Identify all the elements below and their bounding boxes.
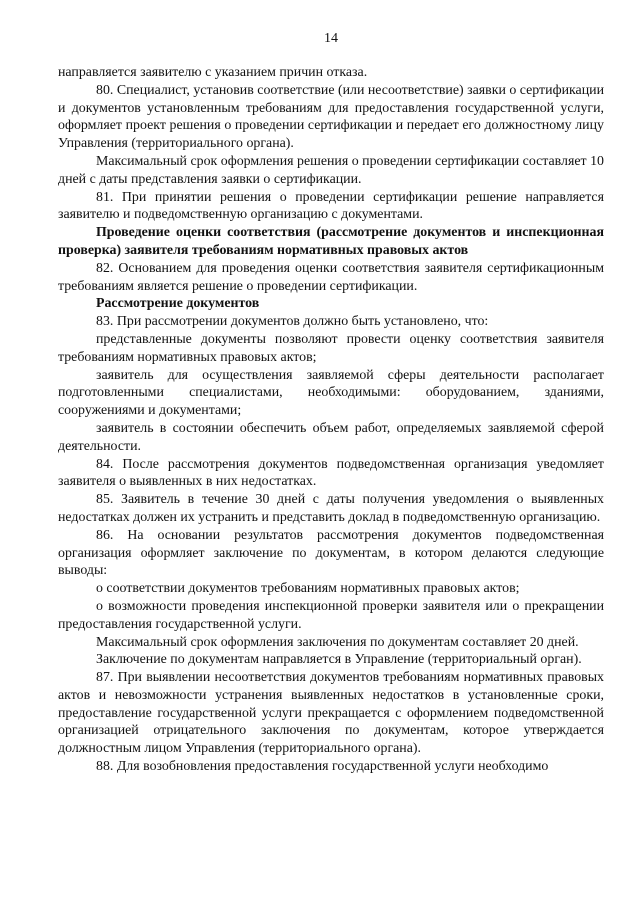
paragraph: 87. При выявлении несоответствия документов требованиям нормативных правовых актов и невозможности устранения выявленных недостатков в установленные сроки, предоставление государственной услуги прекращается с оформлением подведомственной организацией отрицательного заключения по документам, которое утверждается должностным лицом Управления (территориального органа). [58,670,604,757]
document-page [58,30,604,776]
paragraph: представленные документы позволяют провести оценку соответствия заявителя требованиям нормативных правовых актов; [58,331,604,365]
paragraph: 85. Заявитель в течение 30 дней с даты получения уведомления о выявленных недостатках должен их устранить и представить доклад в подведомственную организацию. [58,492,604,525]
paragraph: о возможности проведения инспекционной проверки заявителя или о прекращении предоставления государственной услуги. [58,598,604,632]
paragraph: заявитель для осуществления заявляемой сферы деятельности располагает подготовленными специалистами, необходимыми: оборудованием, зданиями, сооружениями и документами; [58,367,604,419]
paragraph: 80. Специалист, установив соответствие (или несоответствие) заявки о сертификации и документов установленным требованиям для предоставления государственной услуги, оформляет проект решения о проведении сертификации и передает его должностному лицу Управления (территориального органа). [58,82,605,152]
paragraph: Заключение по документам направляется в Управление (территориальный орган). [96,652,582,668]
paragraph: Максимальный срок оформления заключения по документам составляет 20 дней. [96,634,579,650]
paragraph: 83. При рассмотрении документов должно быть установлено, что: [96,314,489,330]
paragraph: направляется заявителю с указанием причин отказа. [58,65,368,80]
document-body [58,64,604,776]
paragraph: о соответствии документов требованиям нормативных правовых актов; [96,581,520,597]
paragraph: 88. Для возобновления предоставления государственной услуги необходимо [96,759,549,775]
paragraph: 82. Основанием для проведения оценки соответствия заявителя сертификационным требованиям является решение о проведении сертификации. [58,260,604,294]
paragraph: 81. При принятии решения о проведении сертификации решение направляется заявителю и подведомственную организацию с документами. [58,189,604,223]
section-heading: Рассмотрение документов [96,296,260,312]
paragraph: Максимальный срок оформления решения о проведении сертификации составляет 10 дней с даты представления заявки о сертификации. [58,153,604,187]
paragraph: 84. После рассмотрения документов подведомственная организация уведомляет заявителя о выявленных в них недостатках. [58,456,604,490]
section-heading: Проведение оценки соответствия (рассмотрение документов и инспекционная проверка) заявителя требованиям нормативных правовых актов [58,225,604,258]
page-number: 14 [324,31,338,46]
paragraph: заявитель в состоянии обеспечить объем работ, определяемых заявляемой сферой деятельности. [58,420,604,454]
paragraph: 86. На основании результатов рассмотрения документов подведомственная организация оформляет заключение по документам, в котором делаются следующие выводы: [58,527,604,579]
